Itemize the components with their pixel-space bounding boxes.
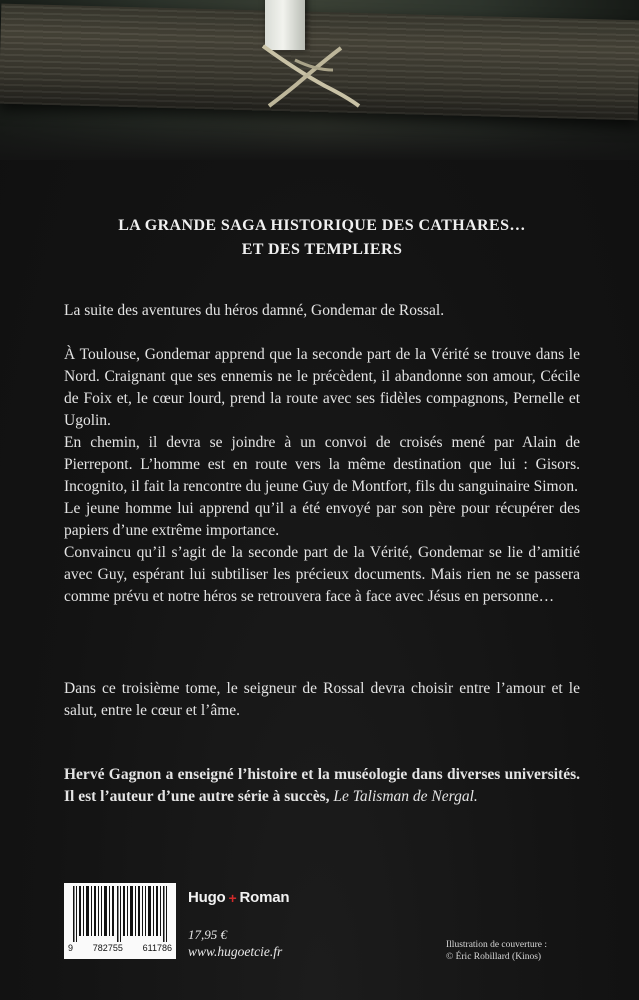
paragraph-convaincu: Convaincu qu’il s’agit de la seconde part de la Vérité, Gondemar se lie d’amitié avec Guy, espérant lui subtiliser les précieux documents. Mais rien ne se passera comme prévu et notre héros se retrouvera face à face avec Jésus en personne…: [64, 544, 580, 605]
blurb-tome: [64, 678, 580, 722]
barcode-digits-left: 782755: [92, 943, 123, 953]
paragraph-toulouse: À Toulouse, Gondemar apprend que la seconde part de la Vérité se trouve dans le Nord. Craignant que ses ennemis ne le précèdent, il abandonne son amour, Cécile de Foix et, le cœur lourd, prend la route avec ses fidèles compagnons, Pernelle et Ugolin.: [64, 346, 580, 429]
headline-line1: LA GRANDE SAGA HISTORIQUE DES CATHARES…: [118, 217, 526, 234]
barcode-number: [64, 943, 176, 957]
credit-line2: © Éric Robillard (Kinos): [446, 952, 542, 962]
bio-book-title: Le Talisman de Nergal.: [333, 788, 478, 805]
author-bio: [64, 764, 580, 808]
credit-line1: Illustration de couverture :: [446, 940, 548, 950]
rope-icon: [255, 40, 365, 110]
illustration-credit: [446, 939, 636, 963]
publisher-url: www.hugoetcie.fr: [188, 944, 283, 959]
barcode: [64, 883, 176, 959]
barcode-digit-prefix: 9: [68, 943, 74, 953]
publisher-logo: [188, 889, 289, 906]
blurb-body: [64, 344, 580, 608]
paragraph-chemin: En chemin, il devra se joindre à un convoi de croisés mené par Alain de Pierrepont. L’homme est en route vers la même destination que lui : Gisors. Incognito, il fait la rencontre du jeune Guy de Montfort, fils du sanguinaire Simon.: [64, 434, 580, 495]
plus-icon: +: [228, 889, 237, 906]
headline: [64, 214, 580, 262]
paragraph-jeune-homme: Le jeune homme lui apprend qu’il a été envoyé par son père pour récupérer des papiers d’une extrême importance.: [64, 500, 580, 539]
price: 17,95 €: [188, 927, 227, 942]
publisher-logo-right: Roman: [239, 889, 290, 906]
paragraph-tome: Dans ce troisième tome, le seigneur de Rossal devra choisir entre l’amour et le salut, entre le cœur et l’âme.: [64, 680, 580, 719]
publisher-logo-left: Hugo: [188, 889, 226, 906]
bio-text: Hervé Gagnon a enseigné l’histoire et la muséologie dans diverses universités. Il est l’auteur d’une autre série à succès,: [64, 766, 580, 805]
paragraph-intro: La suite des aventures du héros damné, Gondemar de Rossal.: [64, 302, 445, 319]
bio-paragraph: [64, 764, 580, 808]
barcode-digits-right: 611786: [142, 943, 172, 953]
blurb-intro: [64, 300, 580, 322]
headline-line2: ET DES TEMPLIERS: [241, 241, 403, 258]
cover-photo-cross: [0, 0, 639, 160]
barcode-bars: [67, 886, 173, 942]
